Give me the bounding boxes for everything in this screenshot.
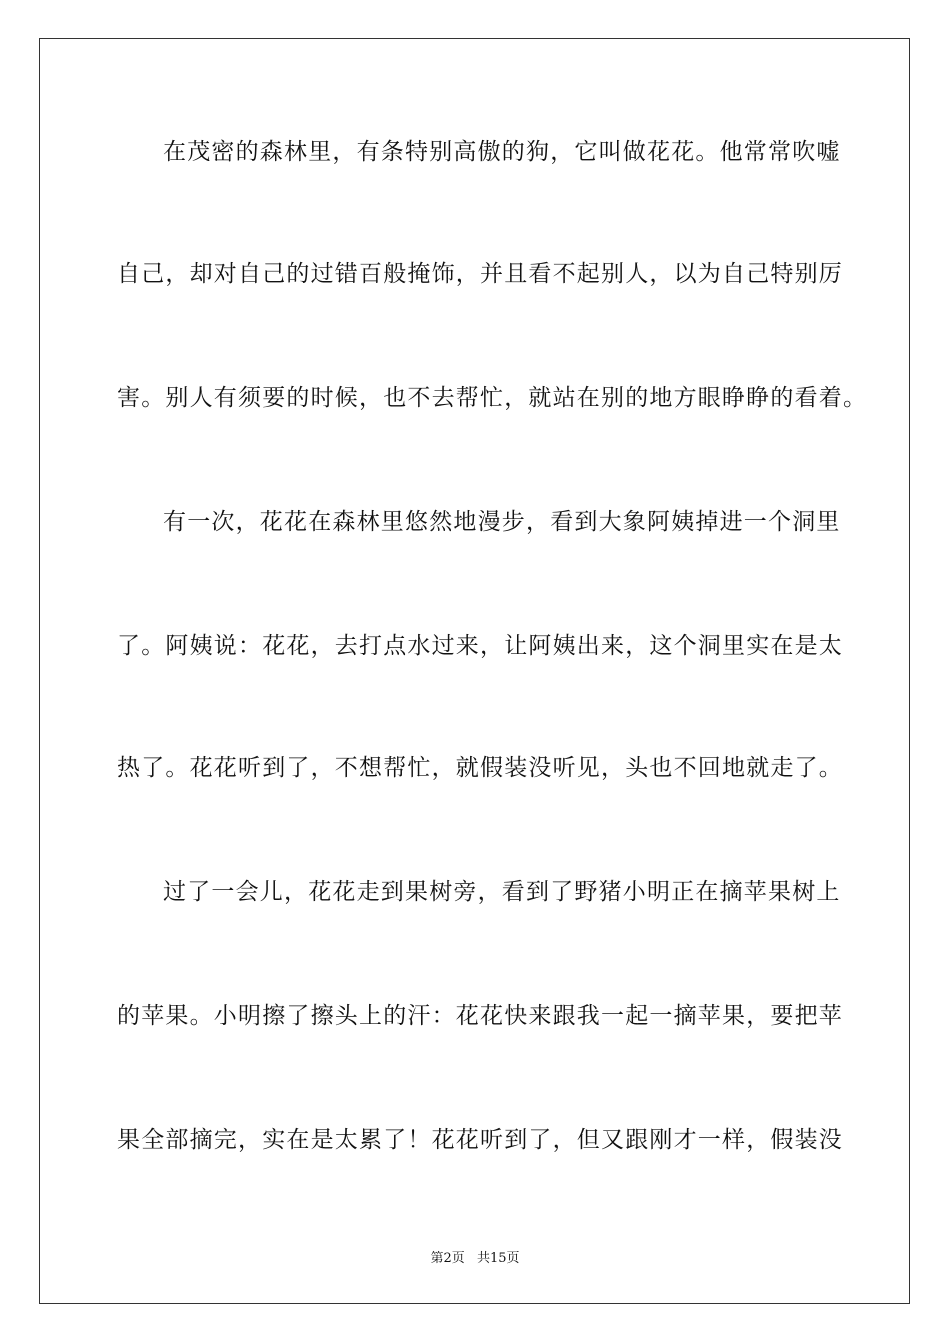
paragraph-1-line-1: 在茂密的森林里，有条特别高傲的狗，它叫做花花。他常常吹嘘 bbox=[163, 139, 841, 165]
paragraph-2-line-1: 有一次，花花在森林里悠然地漫步，看到大象阿姨掉进一个洞里 bbox=[163, 509, 841, 535]
paragraph-3-line-1: 过了一会儿，花花走到果树旁，看到了野猪小明正在摘苹果树上 bbox=[163, 879, 841, 905]
page-footer bbox=[0, 1247, 950, 1266]
paragraph-1-line-2: 自己，却对自己的过错百般掩饰，并且看不起别人，以为自己特别厉 bbox=[117, 261, 843, 287]
total-pages: 共15页 bbox=[476, 1251, 520, 1266]
paragraph-3-line-3: 果全部摘完，实在是太累了！花花听到了，但又跟刚才一样，假装没 bbox=[117, 1127, 843, 1153]
paragraph-3-line-2: 的苹果。小明擦了擦头上的汗：花花快来跟我一起一摘苹果，要把苹 bbox=[117, 1003, 843, 1029]
paragraph-2-line-3: 热了。花花听到了，不想帮忙，就假装没听见，头也不回地就走了。 bbox=[117, 755, 843, 781]
paragraph-1-line-3: 害。别人有须要的时候，也不去帮忙，就站在别的地方眼睁睁的看着。 bbox=[117, 385, 868, 411]
paragraph-2-line-2: 了。阿姨说：花花，去打点水过来，让阿姨出来，这个洞里实在是太 bbox=[117, 633, 843, 659]
page-number: 第2页 bbox=[430, 1251, 465, 1266]
page-frame bbox=[39, 38, 910, 1304]
